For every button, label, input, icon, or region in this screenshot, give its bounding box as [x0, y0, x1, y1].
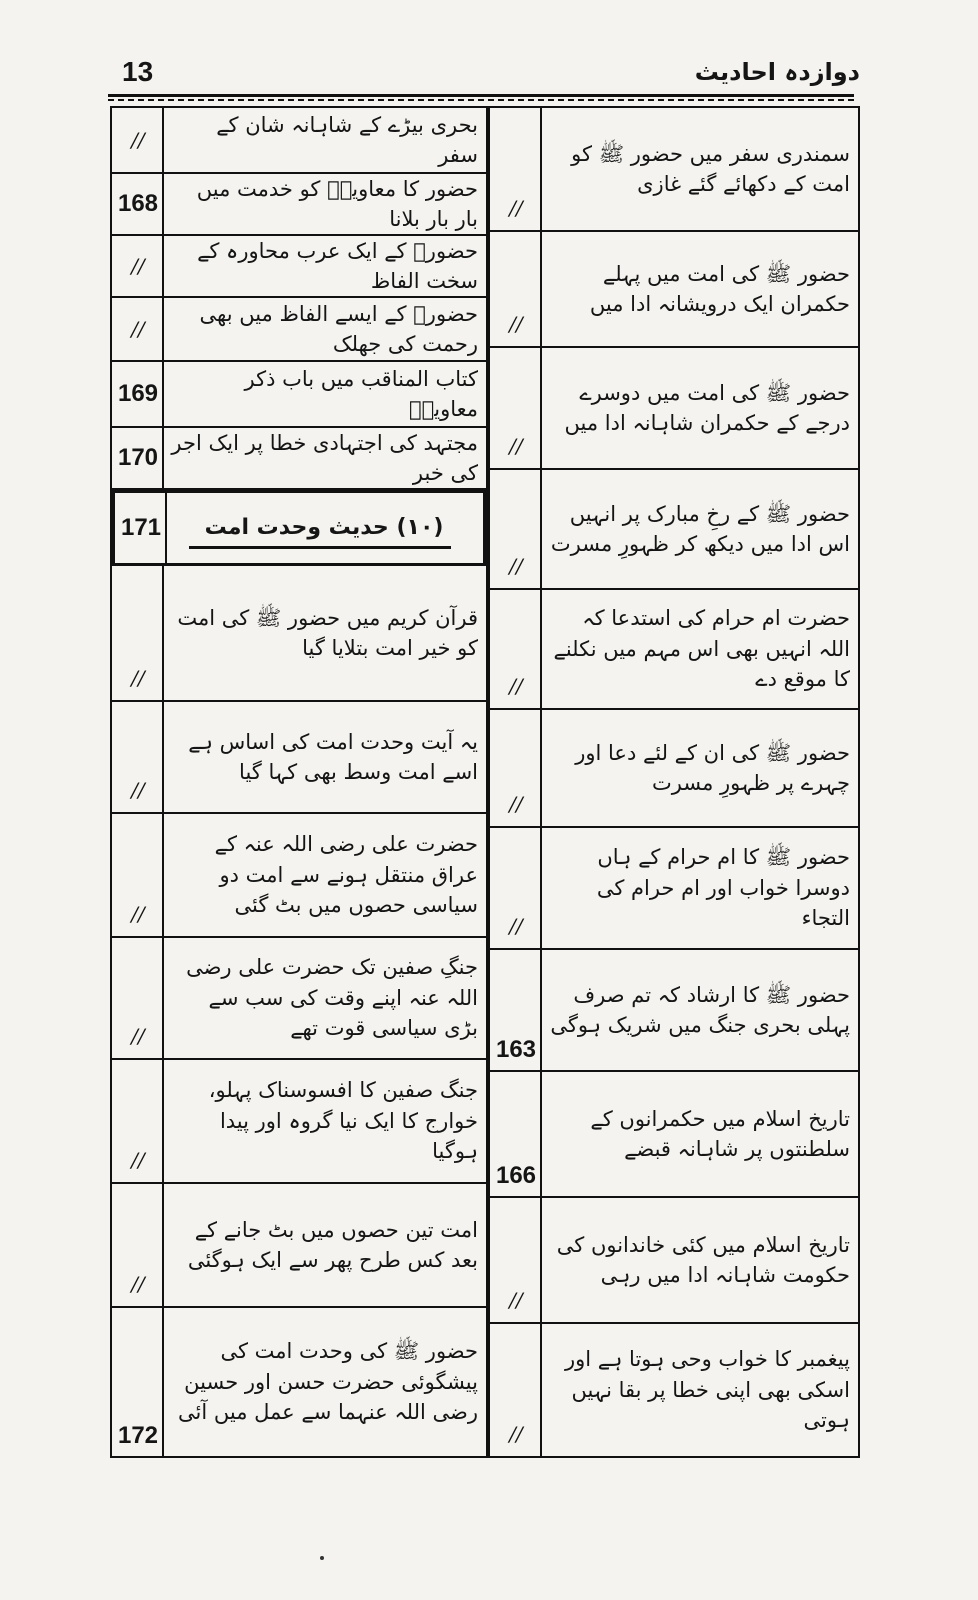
page-ref-cell	[490, 710, 542, 826]
page-ref-cell	[112, 702, 164, 812]
page-ref-cell	[112, 298, 164, 360]
index-row	[490, 710, 858, 828]
index-row	[112, 362, 486, 428]
page-ref-cell	[112, 566, 164, 700]
index-row	[490, 108, 858, 232]
ditto-mark: //	[131, 902, 145, 926]
entry-text: جنگِ صفین تک حضرت علی رضی اللہ عنہ اپنے وقت کی سب سے بڑی سیاسی قوت تھے	[186, 955, 478, 1041]
entry-text: بحری بیڑے کے شاہانہ شان کے سفر	[216, 112, 478, 167]
entry-text: امت تین حصوں میں بٹ جانے کے بعد کس طرح پھر سے ایک ہوگئی	[187, 1217, 478, 1272]
entry-text: حضورؐ کے ایسے الفاظ میں بھی رحمت کی جھلک	[199, 301, 478, 356]
page-ref-cell	[490, 590, 542, 708]
ditto-mark: //	[509, 674, 523, 698]
entry-text: سمندری سفر میں حضور ﷺ کو امت کے دکھائے گئے غازی	[571, 141, 850, 196]
ditto-mark: //	[509, 312, 523, 336]
ditto-mark: //	[509, 914, 523, 938]
heading-underline	[189, 546, 451, 549]
index-row	[112, 814, 486, 938]
index-row	[112, 1184, 486, 1308]
index-row	[112, 428, 486, 490]
ditto-mark: //	[131, 666, 145, 690]
index-column-left	[110, 106, 488, 1458]
ditto-mark: //	[131, 254, 145, 278]
entry-text: حضور ﷺ کی ان کے لئے دعا اور چہرے پر ظہورِ مسرت	[575, 740, 850, 795]
index-row	[490, 590, 858, 710]
page-ref-cell	[112, 174, 164, 234]
page-ref-cell	[112, 362, 164, 426]
page-ref-cell	[112, 1060, 164, 1182]
page-ref-cell	[490, 348, 542, 468]
entry-text: قرآن کریم میں حضور ﷺ کی امت کو خیر امت بتلایا گیا	[177, 605, 478, 660]
entry-text: حضور کا معاویہؓ کو خدمت میں بار بار بلانا	[196, 176, 478, 231]
entry-text: کتاب المناقب میں باب ذکر معاویہؓ	[244, 366, 478, 421]
page-number: 13	[122, 56, 154, 87]
page-number-ref: 171	[120, 514, 162, 541]
page-ref-cell	[490, 1072, 542, 1196]
ditto-mark: //	[509, 1288, 523, 1312]
index-row	[112, 938, 486, 1060]
page-number-ref: 170	[117, 444, 159, 471]
index-row	[112, 174, 486, 236]
page-number-ref: 169	[117, 380, 159, 407]
page-ref-cell	[115, 493, 167, 563]
page-ref-cell	[112, 1308, 164, 1456]
print-speck	[320, 1556, 324, 1560]
page-ref-cell	[490, 108, 542, 230]
index-row	[490, 470, 858, 590]
running-title: دوازدہ احادیث	[694, 58, 860, 86]
ditto-mark: //	[509, 554, 523, 578]
page-number-ref: 166	[495, 1162, 537, 1189]
page-ref-cell	[112, 938, 164, 1058]
entry-text: حضور ﷺ کی امت میں دوسرے درجے کے حکمران شاہانہ ادا میں	[564, 380, 850, 435]
ditto-mark: //	[131, 1148, 145, 1172]
index-row	[490, 1072, 858, 1198]
ditto-mark: //	[131, 128, 145, 152]
page-ref-cell	[490, 232, 542, 346]
index-row	[112, 702, 486, 814]
index-row	[490, 348, 858, 470]
page-number-ref: 163	[495, 1036, 537, 1063]
ditto-mark: //	[509, 434, 523, 458]
page-ref-cell	[112, 428, 164, 488]
page-number-ref: 168	[117, 190, 159, 217]
ditto-mark: //	[131, 1272, 145, 1296]
index-row	[490, 232, 858, 348]
page-ref-cell	[112, 814, 164, 936]
ditto-mark: //	[509, 792, 523, 816]
index-row	[490, 828, 858, 950]
entry-text: حضورؐ کے ایک عرب محاورہ کے سخت الفاظ	[197, 238, 478, 293]
index-row	[112, 108, 486, 174]
entry-text: حضور ﷺ کی امت میں پہلے حکمران ایک درویشانہ ادا میں	[589, 261, 850, 316]
section-heading: (۱۰) حدیث وحدت امت	[204, 515, 444, 541]
ditto-mark: //	[509, 1422, 523, 1446]
header-rule	[108, 94, 854, 101]
index-row	[112, 1060, 486, 1184]
entry-text: حضور ﷺ کا ام حرام کے ہاں دوسرا خواب اور ام حرام کی التجاء	[596, 845, 850, 931]
page-ref-cell	[490, 828, 542, 948]
entry-text: حضور ﷺ کا ارشاد کہ تم صرف پہلی بحری جنگ میں شریک ہوگی	[550, 982, 850, 1037]
entry-text: حضور ﷺ کی وحدت امت کی پیشگوئی حضرت حسن اور حسین رضی اللہ عنہما سے عمل میں آئی	[178, 1339, 478, 1425]
index-column-right	[488, 106, 860, 1458]
entry-text: پیغمبر کا خواب وحی ہوتا ہے اور اسکی بھی اپنی خطا پر بقا نہیں ہوتی	[564, 1347, 850, 1433]
page-ref-cell	[112, 236, 164, 296]
entry-text: حضرت علی رضی اللہ عنہ کے عراق منتقل ہونے سے امت دو سیاسی حصوں میں بٹ گئی	[214, 832, 478, 918]
page-ref-cell	[112, 108, 164, 172]
index-row	[490, 1324, 858, 1456]
index-row	[112, 1308, 486, 1456]
ditto-mark: //	[131, 778, 145, 802]
page-ref-cell	[490, 1324, 542, 1456]
ditto-mark: //	[131, 317, 145, 341]
ditto-mark: //	[131, 1024, 145, 1048]
entry-text: یہ آیت وحدت امت کی اساس ہے اسے امت وسط بھی کہا گیا	[188, 729, 478, 784]
section-heading-row	[112, 490, 486, 566]
entry-text: مجتہد کی اجتہادی خطا پر ایک اجر کی خبر	[171, 430, 478, 485]
page-ref-cell	[112, 1184, 164, 1306]
index-row	[112, 236, 486, 298]
entry-text: جنگ صفین کا افسوسناک پہلو، خوارج کا ایک نیا گروہ اور پیدا ہوگیا	[208, 1078, 478, 1164]
index-row	[490, 950, 858, 1072]
entry-text: تاریخ اسلام میں حکمرانوں کے سلطنتوں پر شاہانہ قبضے	[590, 1106, 850, 1161]
page-number-ref: 172	[117, 1422, 159, 1449]
index-row	[112, 298, 486, 362]
entry-text: حضور ﷺ کے رخِ مبارک پر انہیں اس ادا میں دیکھ کر ظہورِ مسرت	[550, 501, 850, 556]
page-ref-cell	[490, 1198, 542, 1322]
index-row	[112, 566, 486, 702]
page-ref-cell	[490, 470, 542, 588]
entry-text: حضرت ام حرام کی استدعا کہ اللہ انہیں بھی اس مہم میں نکلنے کا موقع دے	[553, 606, 850, 692]
index-row	[490, 1198, 858, 1324]
entry-text: تاریخ اسلام میں کئی خاندانوں کی حکومت شاہانہ ادا میں رہی	[556, 1232, 850, 1287]
page-ref-cell	[490, 950, 542, 1070]
ditto-mark: //	[509, 196, 523, 220]
